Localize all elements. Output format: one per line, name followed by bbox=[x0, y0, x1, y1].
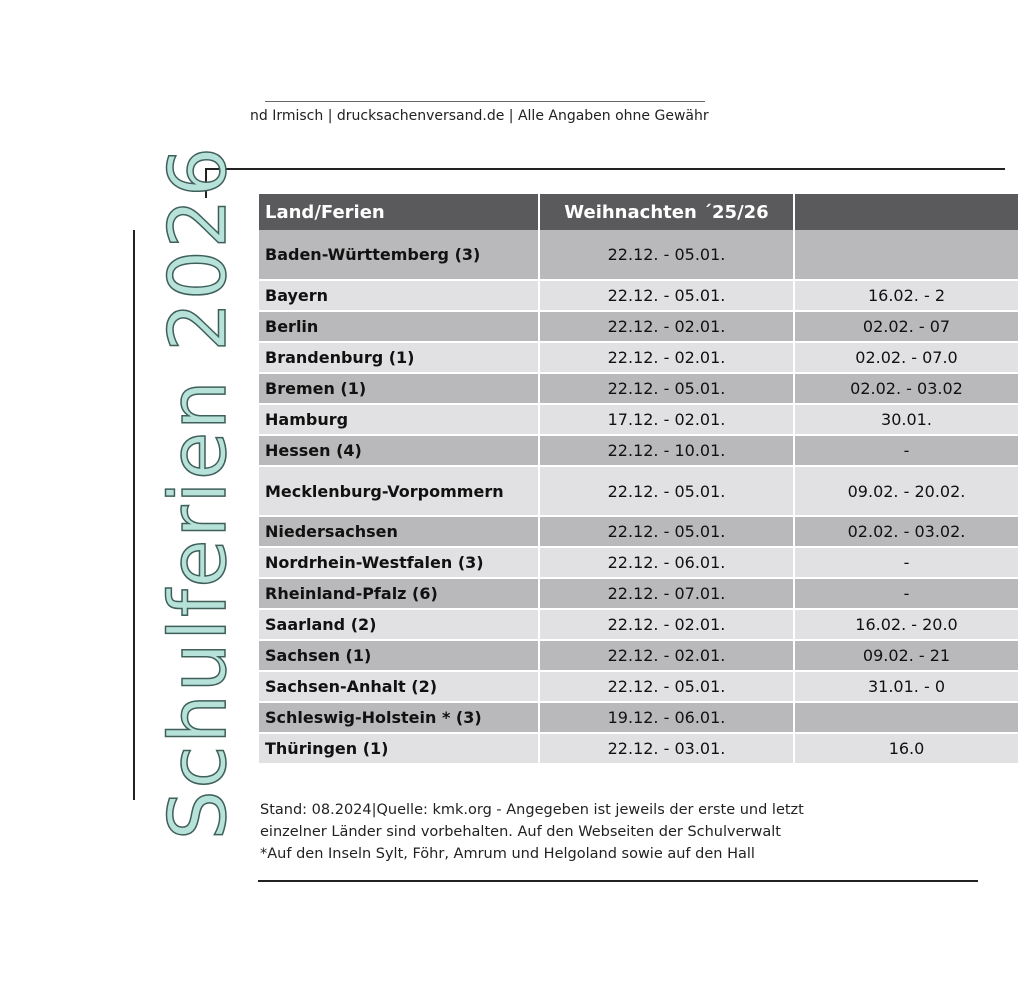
table-row bbox=[259, 373, 1019, 404]
cell-weihnachten: 22.12. - 02.01. bbox=[539, 342, 794, 373]
cell-next-holiday: 16.02. - 20.0 bbox=[794, 609, 1019, 640]
cell-land: Baden-Württemberg (3) bbox=[259, 230, 539, 280]
cell-next-holiday: 02.02. - 07.0 bbox=[794, 342, 1019, 373]
cell-land: Sachsen-Anhalt (2) bbox=[259, 671, 539, 702]
cell-weihnachten: 22.12. - 02.01. bbox=[539, 311, 794, 342]
side-title: Schulferien 2026 bbox=[154, 145, 244, 840]
table-row bbox=[259, 435, 1019, 466]
cell-land: Nordrhein-Westfalen (3) bbox=[259, 547, 539, 578]
footnote-disclaimer: einzelner Länder sind vorbehalten. Auf den Webseiten der Schulverwalt bbox=[260, 824, 781, 840]
footnote-source: Stand: 08.2024|Quelle: kmk.org - Angegeben ist jeweils der erste und letzt bbox=[260, 802, 804, 818]
cell-land: Bremen (1) bbox=[259, 373, 539, 404]
cell-weihnachten: 22.12. - 05.01. bbox=[539, 516, 794, 547]
table-row bbox=[259, 280, 1019, 311]
table-row bbox=[259, 609, 1019, 640]
table-row bbox=[259, 547, 1019, 578]
column-header-next bbox=[794, 194, 1019, 230]
table-row bbox=[259, 640, 1019, 671]
cell-weihnachten: 17.12. - 02.01. bbox=[539, 404, 794, 435]
table-row bbox=[259, 342, 1019, 373]
table-row bbox=[259, 671, 1019, 702]
cell-weihnachten: 19.12. - 06.01. bbox=[539, 702, 794, 733]
cell-land: Schleswig-Holstein * (3) bbox=[259, 702, 539, 733]
table-row bbox=[259, 404, 1019, 435]
cell-weihnachten: 22.12. - 03.01. bbox=[539, 733, 794, 764]
cell-next-holiday: 16.02. - 2 bbox=[794, 280, 1019, 311]
frame-left-border bbox=[133, 230, 135, 800]
table-row bbox=[259, 516, 1019, 547]
cell-land: Sachsen (1) bbox=[259, 640, 539, 671]
cell-land: Mecklenburg-Vorpommern bbox=[259, 466, 539, 516]
cell-next-holiday: 02.02. - 03.02. bbox=[794, 516, 1019, 547]
cell-next-holiday: 09.02. - 20.02. bbox=[794, 466, 1019, 516]
column-header-land: Land/Ferien bbox=[259, 194, 539, 230]
cell-weihnachten: 22.12. - 05.01. bbox=[539, 373, 794, 404]
credit-line: nd Irmisch | drucksachenversand.de | Alle Angaben ohne Gewähr bbox=[250, 108, 709, 124]
cell-weihnachten: 22.12. - 05.01. bbox=[539, 671, 794, 702]
cell-weihnachten: 22.12. - 05.01. bbox=[539, 230, 794, 280]
frame-bottom-border bbox=[258, 880, 978, 882]
cell-land: Rheinland-Pfalz (6) bbox=[259, 578, 539, 609]
cell-next-holiday: - bbox=[794, 547, 1019, 578]
cell-next-holiday: 31.01. - 0 bbox=[794, 671, 1019, 702]
cell-weihnachten: 22.12. - 02.01. bbox=[539, 609, 794, 640]
cell-land: Berlin bbox=[259, 311, 539, 342]
cell-next-holiday: - bbox=[794, 435, 1019, 466]
table-header-row bbox=[259, 194, 1019, 230]
cell-next-holiday: - bbox=[794, 578, 1019, 609]
cell-weihnachten: 22.12. - 05.01. bbox=[539, 280, 794, 311]
cell-weihnachten: 22.12. - 07.01. bbox=[539, 578, 794, 609]
column-header-weihnachten: Weihnachten ´25/26 bbox=[539, 194, 794, 230]
cell-next-holiday bbox=[794, 230, 1019, 280]
header-rule bbox=[265, 101, 705, 102]
table-row bbox=[259, 702, 1019, 733]
holiday-table bbox=[259, 194, 1020, 765]
magnifier-lens bbox=[50, 60, 966, 950]
footnote-islands: *Auf den Inseln Sylt, Föhr, Amrum und Helgoland sowie auf den Hall bbox=[260, 846, 755, 862]
cell-weihnachten: 22.12. - 05.01. bbox=[539, 466, 794, 516]
cell-next-holiday: 30.01. bbox=[794, 404, 1019, 435]
cell-next-holiday: 09.02. - 21 bbox=[794, 640, 1019, 671]
cell-land: Bayern bbox=[259, 280, 539, 311]
cell-land: Hamburg bbox=[259, 404, 539, 435]
cell-next-holiday: 02.02. - 03.02 bbox=[794, 373, 1019, 404]
cell-land: Saarland (2) bbox=[259, 609, 539, 640]
cell-land: Niedersachsen bbox=[259, 516, 539, 547]
cell-weihnachten: 22.12. - 10.01. bbox=[539, 435, 794, 466]
table-row bbox=[259, 230, 1019, 280]
cell-next-holiday: 16.0 bbox=[794, 733, 1019, 764]
cell-weihnachten: 22.12. - 02.01. bbox=[539, 640, 794, 671]
cell-land: Brandenburg (1) bbox=[259, 342, 539, 373]
table-row bbox=[259, 733, 1019, 764]
table-row bbox=[259, 311, 1019, 342]
cell-next-holiday: 02.02. - 07 bbox=[794, 311, 1019, 342]
cell-weihnachten: 22.12. - 06.01. bbox=[539, 547, 794, 578]
cell-next-holiday bbox=[794, 702, 1019, 733]
cell-land: Hessen (4) bbox=[259, 435, 539, 466]
table-row bbox=[259, 466, 1019, 516]
cell-land: Thüringen (1) bbox=[259, 733, 539, 764]
frame-top-border bbox=[205, 168, 1005, 170]
table-row bbox=[259, 578, 1019, 609]
